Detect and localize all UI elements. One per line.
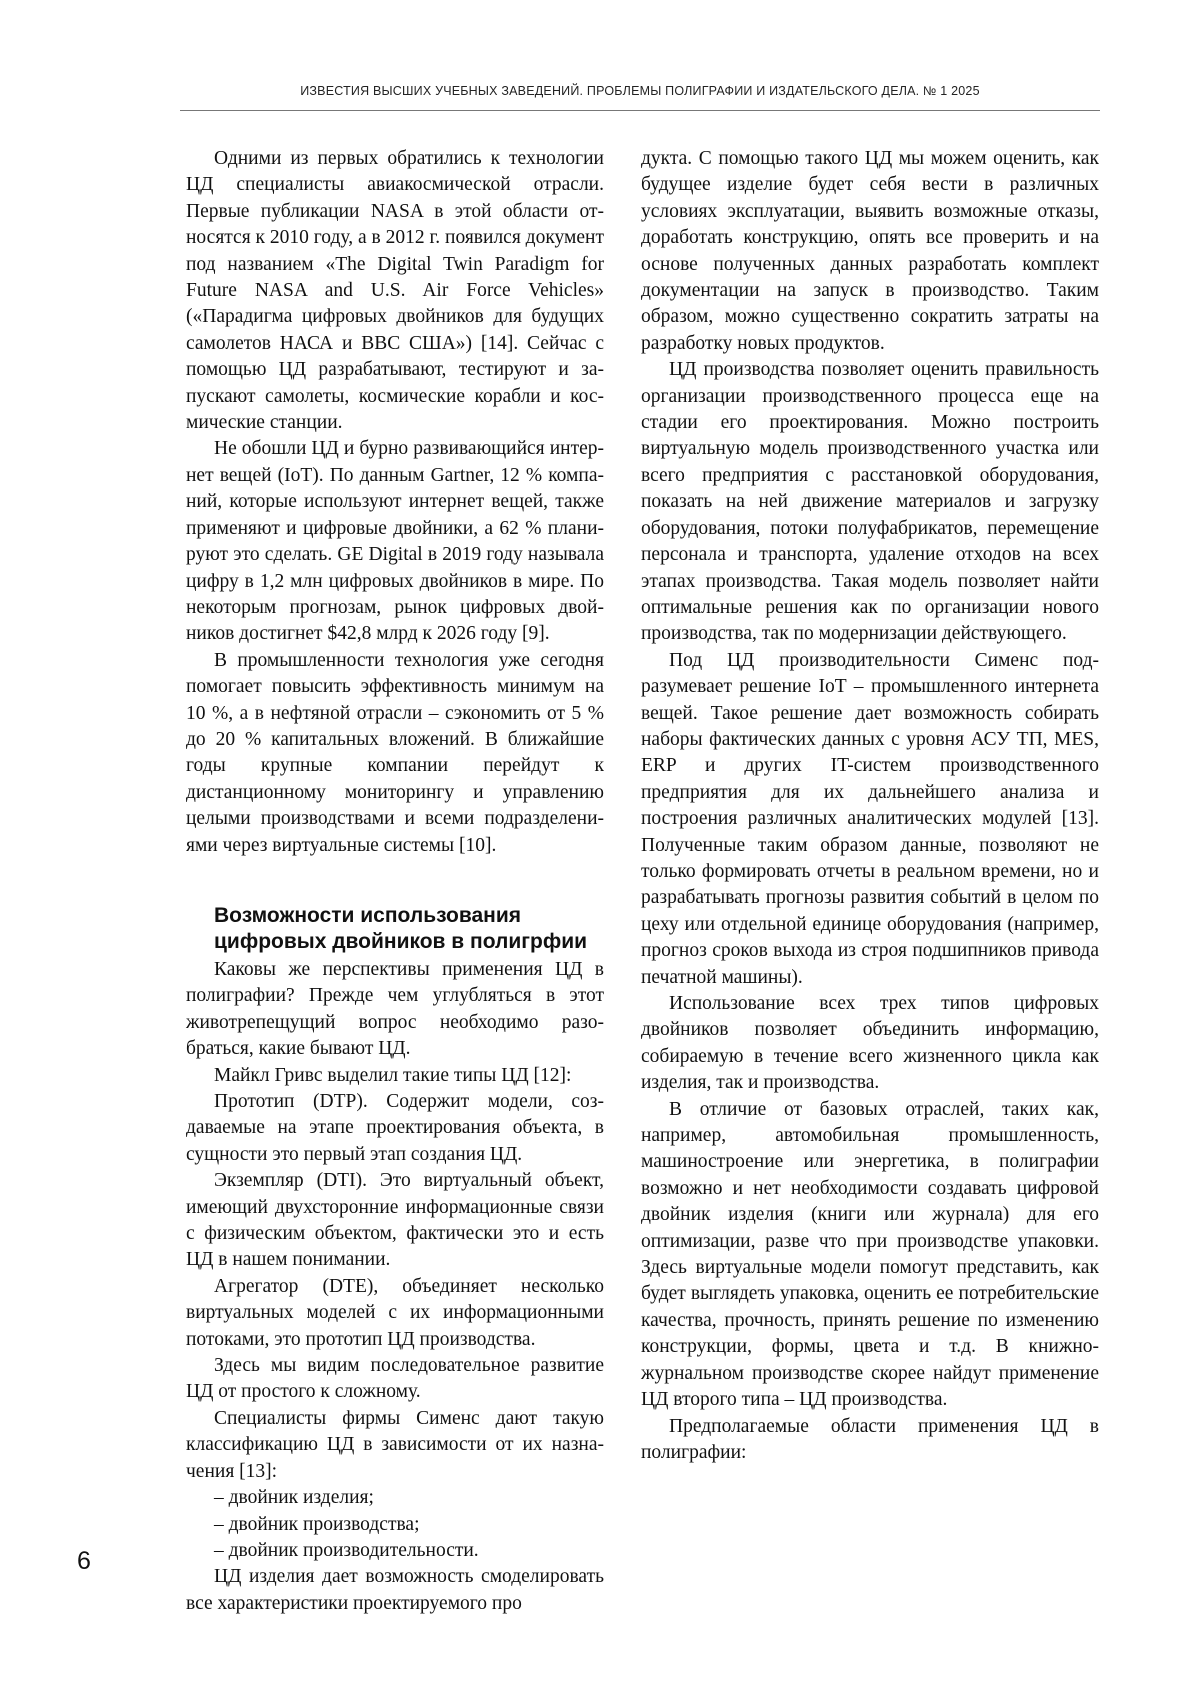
page-number: 6 (77, 1547, 91, 1575)
list-item: – двойник производительности. (214, 1539, 479, 1561)
journal-header: ИЗВЕСТИЯ ВЫСШИХ УЧЕБНЫХ ЗАВЕДЕНИЙ. ПРОБЛЕМЫ ПОЛИГРАФИИ И ИЗДАТЕЛЬСКОГО ДЕЛА. № 1 2025 (300, 84, 980, 98)
list-item: – двойник изделия; (214, 1487, 374, 1509)
paragraph: В промышленности технология уже сегодня помогает повысить эффективность минимум на 10 %, а в нефтяной отрасли – сэкономить от 5 % до 20 % капитальных вложений. В ближайшие годы крупные компании перейдут к дистанционному мониторингу и управлению целыми производствами и всеми подразделениями через виртуальные системы [10]. (186, 649, 604, 856)
paragraph: Здесь мы видим последовательное развитие ЦД от простого к сложному. (186, 1355, 604, 1403)
right-column (641, 146, 1099, 1466)
paragraph: Агрегатор (DTE), объединяет несколько виртуальных моделей с их информационными потоками, это прототип ЦД производства. (186, 1275, 604, 1350)
header-divider (180, 110, 1100, 111)
paragraph: Использование всех трех типов цифровых двойников позволяет объединить информацию, собираемую в течение всего жизненного цикла как изделия, так и производства. (641, 993, 1099, 1094)
paragraph: Экземпляр (DTI). Это виртуальный объект, имеющий двухсторонние информационные связи с физическим объектом, фактически это и есть ЦД в нашем понимании. (186, 1170, 604, 1271)
left-column (186, 146, 604, 1617)
paragraph: Майкл Гривс выделил такие типы ЦД [12]: (214, 1064, 572, 1086)
section-title: Возможности использования цифровых двойников в полигрфии (214, 903, 588, 953)
paragraph: Каковы же перспективы применения ЦД в полиграфии? Прежде чем углубляться в этот животрепещущий вопрос необходимо разобраться, какие бывают ЦД. (186, 958, 604, 1060)
paragraph: ЦД изделия дает возможность смоделировать все характеристики проектируемого про (186, 1566, 604, 1614)
paragraph: В отличие от базовых отраслей, таких как, например, автомобильная промышленность, машиностроение или энергетика, в полиграфии возможно и нет необходимости создавать цифровой двойник изделия (книги или журнала) для его оптимизации, разве что при производстве упаковки. Здесь виртуальные модели помогут представить, как будет выглядеть упаковка, оценить ее потребительские качества, прочность, принять решение по изменению конструкции, формы, цвета и т.д. В книжно-журнальном производстве скорее найдут применение ЦД второго типа – ЦД производства. (641, 1098, 1099, 1411)
paragraph: Под ЦД производительности Сименс подразумевает решение IoT – промышленного интернета вещей. Такое решение дает возможность собирать наборы фактических данных с уровня АСУ ТП, MES, ERP и других IT-систем производственного предприятия для их дальнейшего анализа и построения различных аналитических модулей [13]. Полученные таким образом данные, позволяют не только формировать отчеты в реальном времени, но и разрабатывать прогнозы развития событий в целом по цеху или отдельной единице оборудования (например, прогноз сроков выхода из строя подшипников привода печатной машины). (641, 649, 1099, 988)
paragraph-continued: дукта. С помощью такого ЦД мы можем оценить, как будущее изделие будет себя вести в различных условиях эксплуатации, выявить возможные отказы, доработать конструкцию, опять все проверить и на основе полученных данных разработать комплект документации на запуск в производство. Таким образом, можно существенно сократить затраты на разработку новых продуктов. (641, 148, 1099, 354)
paragraph: Прототип (DTP). Содержит модели, создаваемые на этапе проектирования объекта, в сущности это первый этап создания ЦД. (186, 1091, 604, 1165)
paragraph: Не обошли ЦД и бурно развивающийся интернет вещей (IoT). По данным Gartner, 12 % компаний, которые используют интернет вещей, также применяют и цифровые двойники, а 62 % планируют это сделать. GE Digital в 2019 году называла цифру в 1,2 млн цифровых двойников в мире. По некоторым прогнозам, рынок цифровых двойников достигнет $42,8 млрд к 2026 году [9]. (186, 438, 604, 645)
paragraph: Предполагаемые области применения ЦД в полиграфии: (641, 1415, 1099, 1463)
paragraph: Одними из первых обратились к технологии ЦД специалисты авиакосмической отрасли. Первые публикации NASA в этой области относятся к 2010 году, а в 2012 г. появился документ под названием «The Digital Twin Paradigm for Future NASA and U.S. Air Force Vehicles» («Парадигма цифровых двойников для будущих самолетов НАСА и ВВС США») [14]. Сейчас с помощью ЦД разрабатывают, тестируют и запускают самолеты, космические корабли и космические станции. (186, 148, 604, 434)
list-item: – двойник производства; (214, 1513, 420, 1535)
paragraph: Специалисты фирмы Сименс дают такую классификацию ЦД в зависимости от их назначения [13]: (186, 1407, 604, 1482)
paragraph: ЦД производства позволяет оценить правильность организации производственного процесса еще на стадии его проектирования. Можно построить виртуальную модель производственного участка или всего предприятия с расстановкой оборудования, показать на ней движение материалов и загрузку оборудования, потоки полуфабрикатов, перемещение персонала и транспорта, удаление отходов на всех этапах производства. Такая модель позволяет найти оптимальные решения как по организации нового производства, так по модернизации действующего. (641, 359, 1099, 645)
